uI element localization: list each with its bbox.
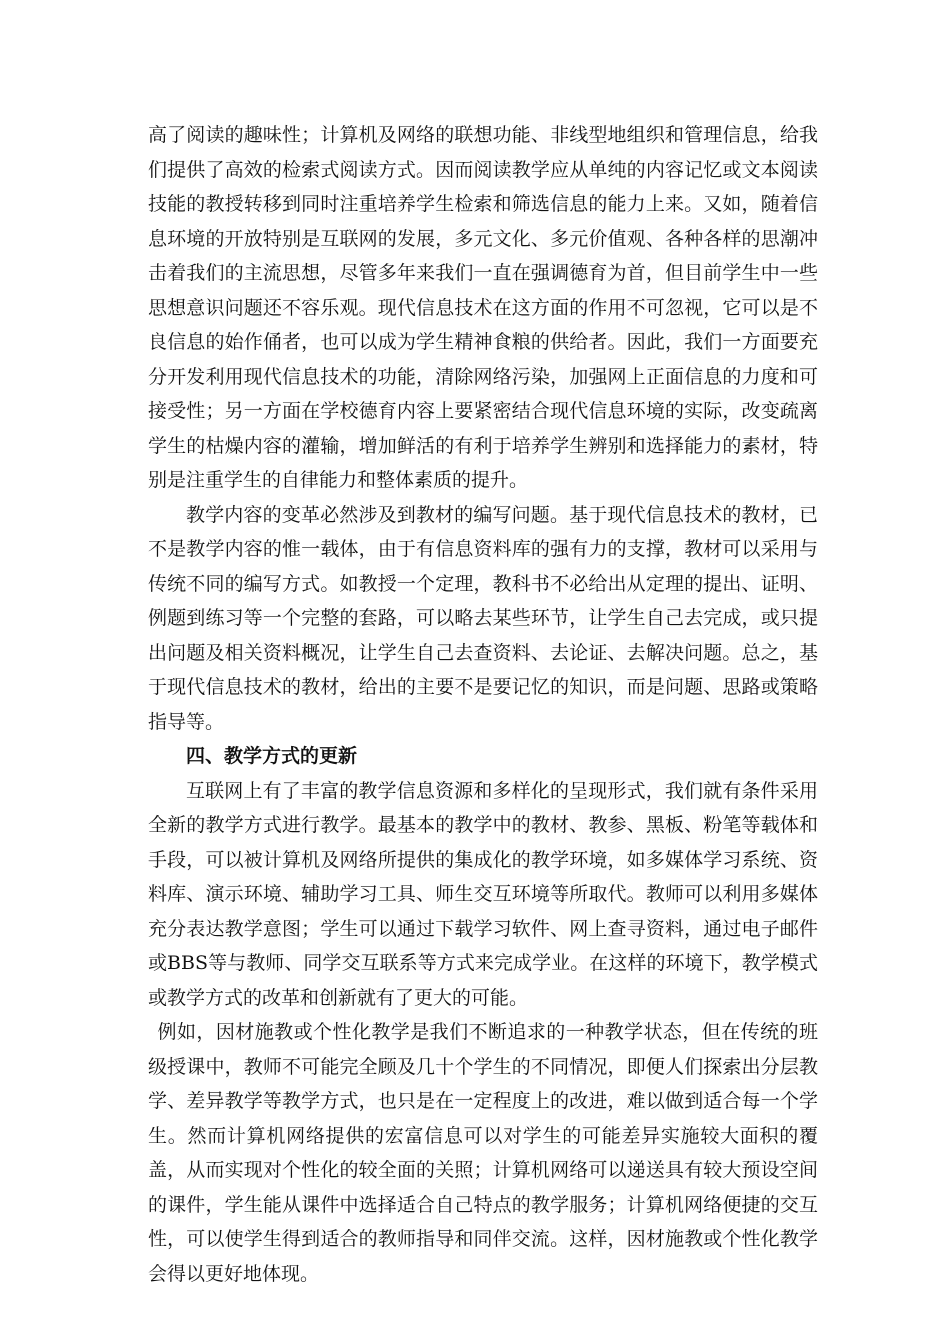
paragraph-teaching-methods: 互联网上有了丰富的教学信息资源和多样化的呈现形式，我们就有条件采用全新的教学方式进行教学。最基本的教学中的教材、教参、黑板、粉笔等载体和手段，可以被计算机及网络所提供的集成化的教学环境，如多媒体学习系统、资料库、演示环境、辅助学习工具、师生交互环境等所取代。教师可以利用多媒体充分表达教学意图；学生可以通过下载学习软件、网上查寻资料，通过电子邮件或BBS等与教师、同学交互联系等方式来完成学业。在这样的环境下，教学模式或教学方式的改革和创新就有了更大的可能。 <box>148 779 818 1009</box>
paragraph-textbook-writing: 教学内容的变革必然涉及到教材的编写问题。基于现代信息技术的教材，已不是教学内容的惟一载体，由于有信息资料库的强有力的支撑，教材可以采用与传统不同的编写方式。如教授一个定理，教科书不必给出从定理的提出、证明、例题到练习等一个完整的套路，可以略去某些环节，让学生自己去完成，或只提出问题及相关资料概况，让学生自己去查资料、去论证、去解决问题。总之，基于现代信息技术的教材，给出的主要不是要记忆的知识，而是问题、思路或策略指导等。 <box>148 503 818 733</box>
paragraph-individualized-teaching: 例如，因材施教或个性化教学是我们不断追求的一种教学状态，但在传统的班级授课中，教师不可能完全顾及几十个学生的不同情况，即便人们探索出分层教学、差异教学等教学方式，也只是在一定程度上的改进，难以做到适合每一个学生。然而计算机网络提供的宏富信息可以对学生的可能差异实施较大面积的覆盖，从而实现对个性化的较全面的关照；计算机网络可以递送具有较大预设空间的课件，学生能从课件中选择适合自己特点的教学服务；计算机网络便捷的交互性，可以使学生得到适合的教师指导和同伴交流。这样，因材施教或个性化教学会得以更好地体现。 <box>148 1021 818 1285</box>
section-heading: 四、教学方式的更新 <box>186 745 358 767</box>
document-body <box>148 118 818 1291</box>
paragraph-reading-and-moral-education: 高了阅读的趣味性；计算机及网络的联想功能、非线型地组织和管理信息，给我们提供了高效的检索式阅读方式。因而阅读教学应从单纯的内容记忆或文本阅读技能的教授转移到同时注重培养学生检索和筛选信息的能力上来。又如，随着信息环境的开放特别是互联网的发展，多元文化、多元价值观、各种各样的思潮冲击着我们的主流思想，尽管多年来我们一直在强调德育为首，但目前学生中一些思想意识问题还不容乐观。现代信息技术在这方面的作用不可忽视，它可以是不良信息的始作俑者，也可以成为学生精神食粮的供给者。因此，我们一方面要充分开发利用现代信息技术的功能，清除网络污染，加强网上正面信息的力度和可接受性；另一方面在学校德育内容上要紧密结合现代信息环境的实际，改变疏离学生的枯燥内容的灌输，增加鲜活的有利于培养学生辨别和选择能力的素材，特别是注重学生的自律能力和整体素质的提升。 <box>148 124 818 491</box>
